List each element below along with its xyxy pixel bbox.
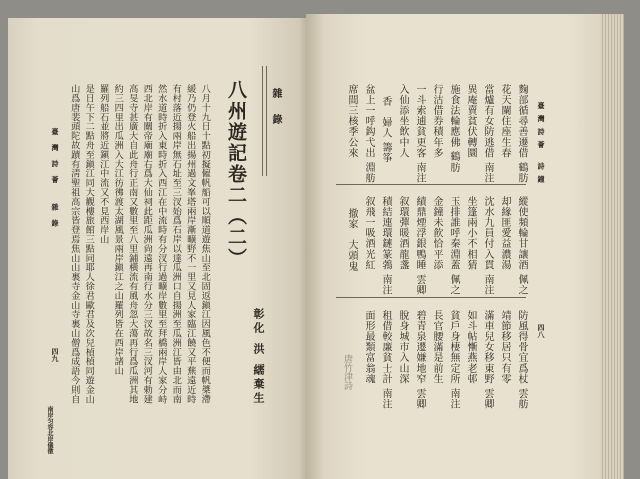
text-column: 高旻寺甚廣大自此舟行正南又數里至八里鋪橫流有風舟忽大蕩再行爲瓜洲其地 — [126, 84, 138, 404]
page-edges — [600, 14, 624, 479]
right-page — [306, 14, 602, 479]
verse-column: 異庵賣貧伏轉圜 — [465, 84, 476, 159]
header-rule — [266, 66, 267, 176]
section-header: 雜錄 — [270, 88, 281, 140]
page-number: 四九 — [51, 348, 60, 362]
verse-column: 防風得骨宜爲杖 雲舫 — [516, 310, 527, 410]
verse-column: 碧青泉遷嫌地窄 雲卿 — [414, 310, 425, 410]
inline-note: 南岸匀容北岸儀徵 — [46, 406, 53, 454]
verse-column: 長官腰滿是前生 — [431, 310, 442, 385]
chapter-title: 八州遊記卷二（二） — [225, 80, 247, 269]
verse-column: 租借較廉貧士計 南注 — [380, 310, 391, 410]
running-head: 臺灣詩薈 詩鐘 — [537, 102, 546, 189]
verse-column: 積結連環鏈篆鵓 南注 — [380, 196, 391, 296]
author: 彰化 洪 繻棄生 — [252, 308, 265, 406]
text-column: 山爲唐裴頭陀故蹟有淸聖祖高宗皆登焉焦山山裏寺金山寺裏山僧爲成語今則自 — [68, 84, 80, 404]
text-column: 八月十九日十點初擬僱帆船可以順道遊焦山至北固返鎭江因風色不便而帆槳滯 — [199, 84, 211, 404]
verse-column: 盆上一呼鈎弋出 淵舫 — [363, 84, 374, 184]
text-column: 緩乃仍登火船出揚州過文峯塔兩岸漸曠野不一里又見人家臨江饒又平蕪遠近時 — [184, 84, 196, 404]
verse-column: 香 婦人 籌筝 — [380, 96, 391, 164]
verse-column: 當爐有女防逃借 南注 — [482, 84, 493, 184]
verse-column: 叙環彈暖酒龍盞 — [397, 196, 408, 271]
verse-column: 如斗帖慚燕老邨 — [465, 310, 476, 385]
tier-divider — [336, 184, 526, 185]
running-head: 臺灣詩薈 雜錄 — [51, 128, 60, 236]
text-column: 是日午下二點舟至鎭江同大觀樓旅館三點同耶人徐君歐君及次兒楨楨同遊金山 — [83, 84, 95, 404]
verse-column: 施食法輪應佛 鶴肪 — [448, 84, 459, 173]
verse-column: 脫身城市入山深 — [397, 310, 408, 385]
verse-column: 貧戶身棲無定所 南注 — [448, 310, 459, 410]
verse-column: 滿車兒女移東野 雲卿 — [482, 310, 493, 410]
verse-column: 績鼎煙浮銀鴨睡 雲卿 — [414, 196, 425, 296]
verse-column: 花天闌住座生春 — [499, 84, 510, 159]
verse-column: 席間三核季公來 — [346, 84, 357, 159]
verse-column: 金鐘未飮恰平添 — [431, 196, 442, 271]
tier-divider — [336, 297, 526, 298]
verse-column: 却緣匪愛益濃湯 — [499, 196, 510, 271]
header-rule — [262, 66, 263, 176]
faded-footer: 唐竹津詩 — [342, 354, 352, 390]
verse-column: 麴部循尋善遷借 鶴肪 — [516, 84, 527, 184]
text-column: 西北岸有關帝廟廟右爲大仙祠此距瓜洲尙遠再南行水分三汊故名三汊河有勅建 — [141, 84, 153, 404]
verse-column: 玉排誰呼秦淵蓋 佩之 — [448, 196, 459, 296]
verse-column: 靖節移居只有零 — [499, 310, 510, 385]
verse-column: 面形最類富翁魂 — [363, 310, 374, 385]
page-number: 四八 — [537, 324, 546, 338]
verse-column: 入仙添坐飲中人 — [397, 84, 408, 159]
verse-column: 叙飛一吸酒光紅 — [363, 196, 374, 271]
verse-column: 行沽借券積年多 — [431, 84, 442, 159]
verse-column: 縱使頻輪甘讓酒 佩之 — [516, 196, 527, 296]
text-column: 約三四里出瓜洲入大江彷彿渡太湖風景兩岸鎭江之山羅列皆在西岸諸山 — [112, 84, 124, 376]
verse-column: 一斗索逋貧更客 南注 — [414, 84, 425, 184]
verse-column: 坐篷兩小不相猜 — [465, 196, 476, 271]
text-column: 然水道時折入東時折入西江在中流時有分汊行過曠岸數里至拜橋兩岸人家分峙 — [155, 84, 167, 404]
verse-column: 沈水九員付入貫 南注 — [482, 196, 493, 296]
left-page — [8, 18, 308, 479]
verse-column: 撤家 大頭鬼 — [346, 208, 357, 272]
text-column: 有村落近揚兩岸無石址至三汊始爲石岸以達瓜洲口自揚洲至瓜洲江皆由北而南 — [170, 84, 182, 404]
text-column: 羅列船石並將近鎭江中流又不見西岸山 — [97, 84, 109, 244]
